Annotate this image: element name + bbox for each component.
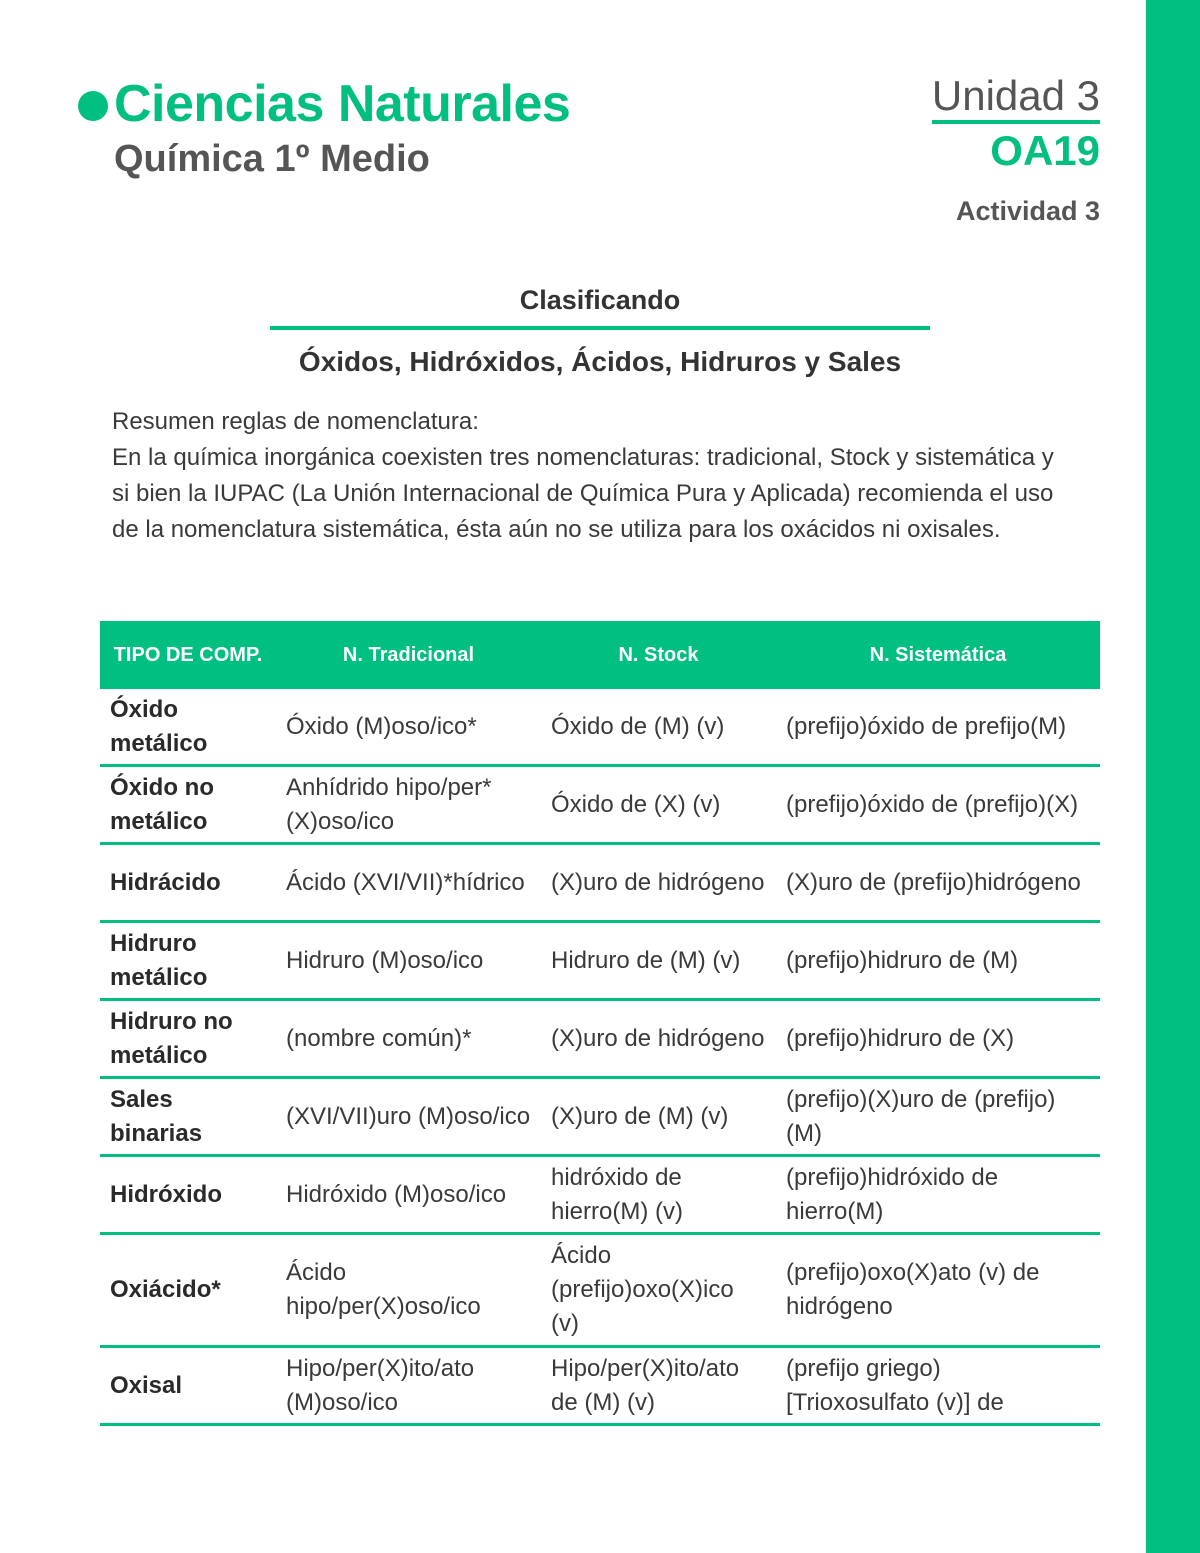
cell-systematic: (prefijo)oxo(X)ato (v) de hidrógeno: [776, 1234, 1100, 1347]
page-title: Clasificando: [519, 285, 681, 315]
cell-type: Óxido metálico: [100, 689, 276, 766]
cell-type: Hidruro no metálico: [100, 1000, 276, 1078]
cell-systematic: (prefijo)óxido de prefijo(M): [776, 689, 1100, 766]
cell-stock: (X)uro de hidrógeno: [541, 844, 776, 922]
summary-text: [112, 404, 1072, 548]
cell-stock: hidróxido de hierro(M) (v): [541, 1156, 776, 1234]
page-subtitle: Óxidos, Hidróxidos, Ácidos, Hidruros y Sales: [298, 346, 902, 377]
cell-type: Hidróxido: [100, 1156, 276, 1234]
unit-label: Unidad 3: [932, 72, 1100, 124]
header-left: [78, 74, 570, 182]
header-cell-traditional: N. Tradicional: [276, 621, 541, 689]
table-row: [100, 922, 1100, 1000]
cell-systematic: (X)uro de (prefijo)hidrógeno: [776, 844, 1100, 922]
cell-stock: Óxido de (M) (v): [541, 689, 776, 766]
cell-traditional: (XVI/VII)uro (M)oso/ico: [276, 1078, 541, 1156]
title-block: [100, 282, 1100, 382]
table-row: [100, 844, 1100, 922]
oa-label: OA19: [990, 127, 1100, 174]
table-row: [100, 1078, 1100, 1156]
cell-stock: Hipo/per(X)ito/ato de (M) (v): [541, 1347, 776, 1425]
cell-stock: Ácido (prefijo)oxo(X)ico (v): [541, 1234, 776, 1347]
cell-traditional: Hidróxido (M)oso/ico: [276, 1156, 541, 1234]
cell-traditional: (nombre común)*: [276, 1000, 541, 1078]
cell-traditional: Óxido (M)oso/ico*: [276, 689, 541, 766]
header-right: [860, 72, 1100, 227]
table-row: [100, 1000, 1100, 1078]
table-row: [100, 1156, 1100, 1234]
title-divider: [270, 326, 930, 330]
cell-type: Hidrácido: [100, 844, 276, 922]
activity-label: Actividad 3: [955, 196, 1100, 226]
cell-systematic: (prefijo)hidróxido de hierro(M): [776, 1156, 1100, 1234]
summary-body: En la química inorgánica coexisten tres nomenclaturas: tradicional, Stock y sistemática y si bien la IUPAC (La Unión Internacional de Química Pura y Aplicada) recomienda el uso de la nomenclatura sistemática, ésta aún no se utiliza para los oxácidos ni oxisales.: [112, 444, 1054, 543]
cell-traditional: Hipo/per(X)ito/ato (M)oso/ico: [276, 1347, 541, 1425]
table-header-row: [100, 621, 1100, 689]
cell-traditional: Anhídrido hipo/per*(X)oso/ico: [276, 766, 541, 844]
nomenclature-table: [100, 621, 1100, 1426]
subject-title: Química 1º Medio: [114, 138, 430, 180]
cell-stock: (X)uro de (M) (v): [541, 1078, 776, 1156]
cell-systematic: (prefijo griego) [Trioxosulfato (v)] de: [776, 1347, 1100, 1425]
header-cell-stock: N. Stock: [541, 621, 776, 689]
bullet-dot-icon: [78, 91, 108, 121]
side-accent-bar: [1146, 0, 1200, 1553]
cell-systematic: (prefijo)(X)uro de (prefijo)(M): [776, 1078, 1100, 1156]
header-cell-systematic: N. Sistemática: [776, 621, 1100, 689]
cell-stock: (X)uro de hidrógeno: [541, 1000, 776, 1078]
cell-stock: Óxido de (X) (v): [541, 766, 776, 844]
header-cell-type: TIPO DE COMP.: [100, 621, 276, 689]
table-row: [100, 689, 1100, 766]
cell-type: Hidruro metálico: [100, 922, 276, 1000]
cell-traditional: Ácido hipo/per(X)oso/ico: [276, 1234, 541, 1347]
brand: [78, 74, 570, 134]
cell-type: Oxisal: [100, 1347, 276, 1425]
cell-type: Óxido no metálico: [100, 766, 276, 844]
cell-type: Sales binarias: [100, 1078, 276, 1156]
summary-heading: Resumen reglas de nomenclatura:: [112, 408, 479, 435]
brand-title: Ciencias Naturales: [114, 75, 571, 133]
table-row: [100, 1234, 1100, 1347]
cell-systematic: (prefijo)hidruro de (M): [776, 922, 1100, 1000]
cell-traditional: Hidruro (M)oso/ico: [276, 922, 541, 1000]
cell-stock: Hidruro de (M) (v): [541, 922, 776, 1000]
cell-type: Oxiácido*: [100, 1234, 276, 1347]
cell-traditional: Ácido (XVI/VII)*hídrico: [276, 844, 541, 922]
table-row: [100, 1347, 1100, 1425]
cell-systematic: (prefijo)óxido de (prefijo)(X): [776, 766, 1100, 844]
table-row: [100, 766, 1100, 844]
cell-systematic: (prefijo)hidruro de (X): [776, 1000, 1100, 1078]
